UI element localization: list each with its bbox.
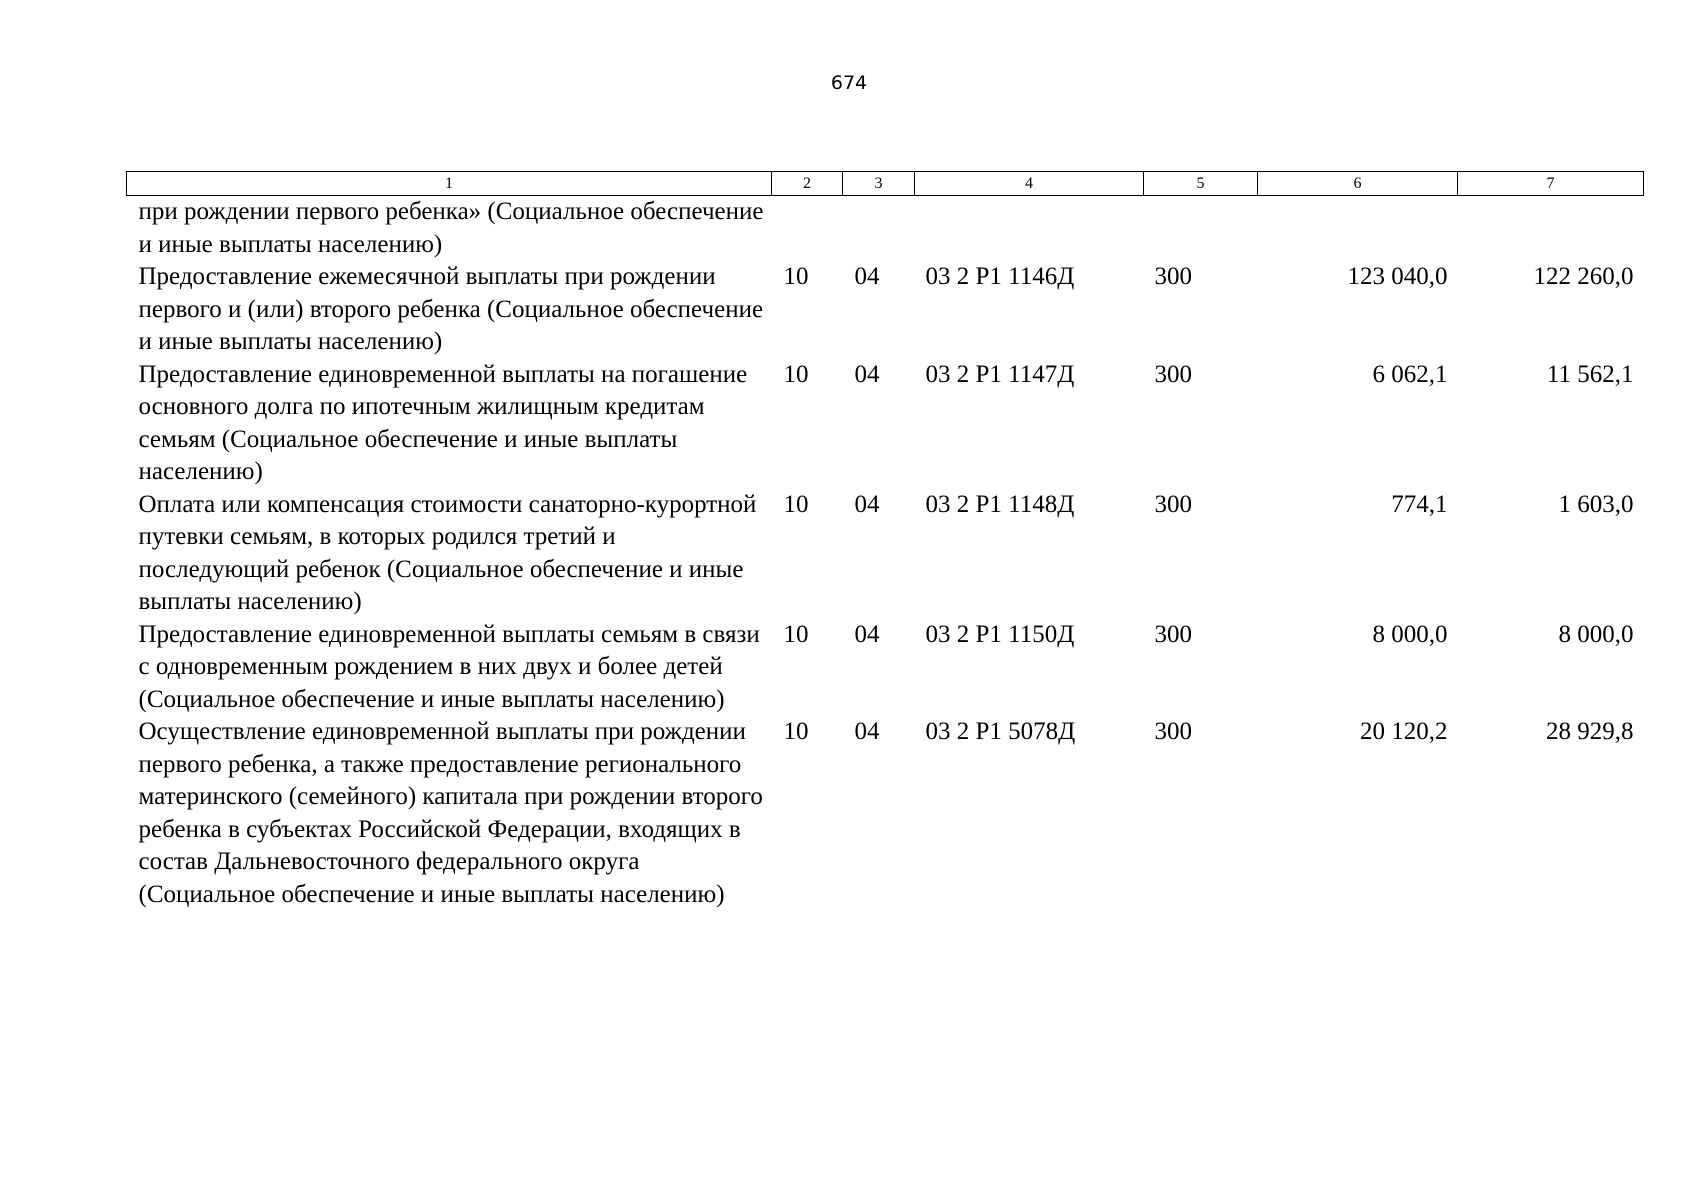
row-description: Предоставление ежемесячной выплаты при рождении первого и (или) второго ребенка (Социальное обеспечение и иные выплаты населению) bbox=[138, 263, 764, 355]
row-expense-type: 300 bbox=[1154, 490, 1192, 518]
table-row bbox=[127, 359, 1644, 489]
header-col-5: 5 bbox=[1144, 172, 1258, 196]
row-amount-col7: 122 260,0 bbox=[1533, 263, 1634, 290]
row-subsection: 04 bbox=[854, 718, 880, 745]
row-target-article: 03 2 Р1 5078Д bbox=[925, 718, 1076, 745]
row-amount-col6: 20 120,2 bbox=[1360, 718, 1448, 745]
header-col-4: 4 bbox=[915, 172, 1144, 196]
row-target-article: 03 2 Р1 1150Д bbox=[925, 620, 1075, 648]
row-description: Предоставление единовременной выплаты на погашение основного долга по ипотечным жилищным кредитам семьям (Социальное обеспечение и иные выплаты населению) bbox=[138, 360, 748, 485]
row-section bbox=[772, 196, 843, 262]
row-amount-col7: 28 929,8 bbox=[1546, 718, 1634, 745]
row-description: при рождении первого ребенка» (Социальное обеспечение и иные выплаты населению) bbox=[138, 198, 764, 258]
row-description: Предоставление единовременной выплаты семьям в связи с одновременным рождением в них двух и более детей (Социальное обеспечение и иные выплаты населению) bbox=[138, 620, 760, 713]
row-section: 10 bbox=[783, 360, 809, 388]
row-target-article: 03 2 Р1 1148Д bbox=[925, 490, 1075, 518]
row-amount-col7: 8 000,0 bbox=[1558, 620, 1634, 648]
table-row bbox=[127, 489, 1644, 619]
row-description: Осуществление единовременной выплаты при рождении первого ребенка, а также предоставление регионального материнского (семейного) капитала при рождении второго ребенка в субъектах Российской Федерации, входящих в состав Дальневосточного федерального округа (Социальное обеспечение и иные выплаты населению) bbox=[138, 718, 763, 908]
row-amount-col7: 1 603,0 bbox=[1558, 490, 1634, 518]
row-section: 10 bbox=[783, 718, 809, 745]
row-amount-col6: 6 062,1 bbox=[1372, 360, 1448, 388]
row-amount-col6: 123 040,0 bbox=[1347, 263, 1448, 290]
row-subsection: 04 bbox=[854, 360, 880, 388]
header-col-3: 3 bbox=[843, 172, 915, 196]
row-expense-type: 300 bbox=[1154, 620, 1192, 648]
row-subsection: 04 bbox=[854, 263, 880, 290]
row-section: 10 bbox=[783, 490, 809, 518]
row-section: 10 bbox=[783, 620, 809, 648]
header-col-7: 7 bbox=[1458, 172, 1644, 196]
table-row bbox=[127, 716, 1644, 911]
row-description: Оплата или компенсация стоимости санаторно-курортной путевки семьям, в которых родился третий и последующий ребенок (Социальное обеспечение и иные выплаты населению) bbox=[138, 490, 757, 615]
row-expense-type: 300 bbox=[1154, 718, 1192, 745]
row-amount-col6 bbox=[1258, 196, 1458, 262]
row-subsection bbox=[843, 196, 915, 262]
row-target-article: 03 2 Р1 1146Д bbox=[925, 263, 1075, 290]
page-number: 674 bbox=[830, 72, 868, 94]
budget-table bbox=[126, 171, 1644, 911]
table-header bbox=[127, 172, 1644, 196]
row-subsection: 04 bbox=[854, 620, 880, 648]
row-amount-col7 bbox=[1458, 196, 1644, 262]
row-expense-type: 300 bbox=[1154, 360, 1192, 388]
row-subsection: 04 bbox=[854, 490, 880, 518]
row-target-article: 03 2 Р1 1147Д bbox=[925, 360, 1075, 388]
header-row bbox=[127, 172, 1644, 196]
table-row bbox=[127, 619, 1644, 717]
row-amount-col6: 8 000,0 bbox=[1372, 620, 1448, 648]
row-amount-col7: 11 562,1 bbox=[1546, 360, 1634, 388]
table-row bbox=[127, 196, 1644, 262]
table-row bbox=[127, 261, 1644, 359]
header-col-1: 1 bbox=[127, 172, 772, 196]
row-expense-type bbox=[1144, 196, 1258, 262]
row-target-article bbox=[915, 196, 1144, 262]
row-amount-col6: 774,1 bbox=[1391, 490, 1448, 518]
table-body bbox=[127, 196, 1644, 912]
row-section: 10 bbox=[783, 263, 809, 290]
header-col-6: 6 bbox=[1258, 172, 1458, 196]
row-expense-type: 300 bbox=[1154, 263, 1192, 290]
header-col-2: 2 bbox=[772, 172, 843, 196]
